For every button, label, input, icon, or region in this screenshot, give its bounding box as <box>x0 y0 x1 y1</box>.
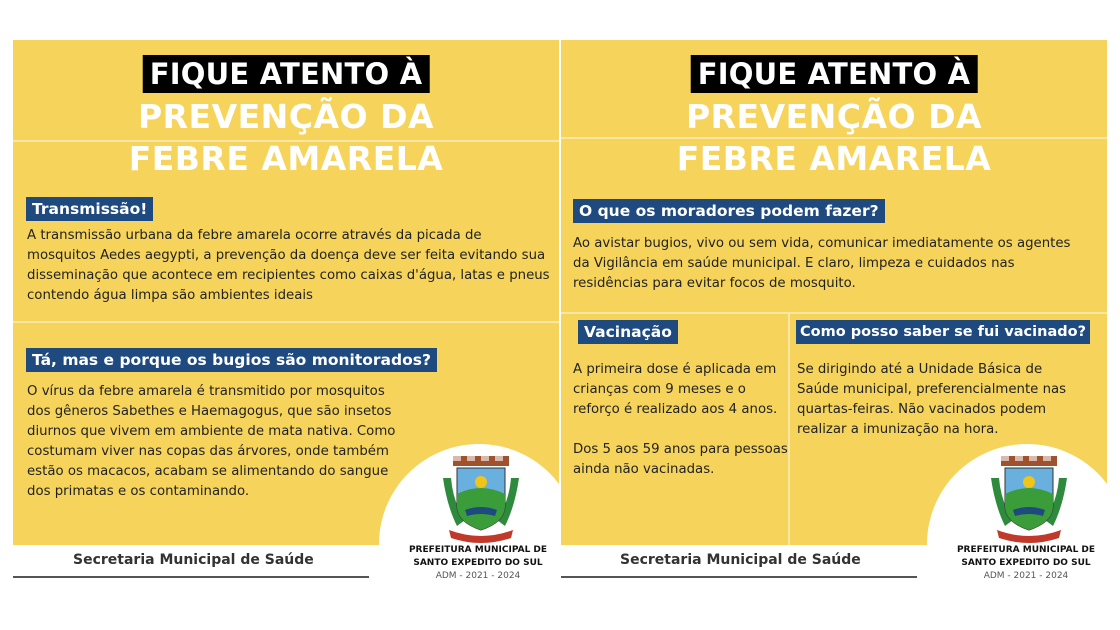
title-line: PREVENÇÃO DA <box>137 97 435 136</box>
title-line: FEBRE AMARELA <box>128 139 444 178</box>
prefeitura-line: SANTO EXPEDITO DO SUL <box>961 558 1091 568</box>
divider <box>788 314 790 545</box>
prefeitura-line: SANTO EXPEDITO DO SUL <box>413 558 543 568</box>
footer-rule <box>13 576 369 578</box>
moradores-label: O que os moradores podem fazer? <box>573 199 885 223</box>
divider <box>561 312 1107 314</box>
title-highlight: FIQUE ATENTO À <box>691 55 978 93</box>
vacinacao-text: A primeira dose é aplicada em crianças com 9 meses e o reforço é realizado aos 4 anos. <box>573 362 778 417</box>
adm-period: ADM - 2021 - 2024 <box>435 571 521 581</box>
right-poster <box>561 40 1107 545</box>
secretaria-label: Secretaria Municipal de Saúde <box>73 552 314 568</box>
poster-title <box>13 96 559 180</box>
bugios-label: Tá, mas e porque os bugios são monitorados? <box>26 348 437 372</box>
como-saber-text: Se dirigindo até a Unidade Básica de Saúde municipal, preferencialmente nas quartas-feiras. Não vacinados podem realizar a imunização na hora. <box>797 362 1067 437</box>
prefeitura-name <box>403 544 553 570</box>
prefeitura-name <box>951 544 1101 570</box>
title-highlight: FIQUE ATENTO À <box>143 55 430 93</box>
moradores-text: Ao avistar bugios, vivo ou sem vida, comunicar imediatamente os agentes da Vigilância em saúde municipal. E claro, limpeza e cuidados nas residências para evitar focos de mosquito. <box>573 236 1071 291</box>
vacinacao-label: Vacinação <box>578 320 678 344</box>
vacinacao-text-2: Dos 5 aos 59 anos para pessoas ainda não vacinadas. <box>573 442 788 477</box>
bugios-text: O vírus da febre amarela é transmitido por mosquitos dos gêneros Sabethes e Haemagogus, que são insetos diurnos que vivem em ambiente de mata nativa. Como costumam viver nas copas das árvores, onde também estão os macacos, acabam se alimentando do sangue dos primatas e os contaminando. <box>27 384 396 499</box>
divider <box>13 321 559 323</box>
transmissao-label: Transmissão! <box>26 197 153 221</box>
title-line: PREVENÇÃO DA <box>685 97 983 136</box>
secretaria-label: Secretaria Municipal de Saúde <box>620 552 861 568</box>
poster-title <box>561 96 1107 180</box>
municipal-crest-icon <box>989 456 1069 544</box>
prefeitura-line: PREFEITURA MUNICIPAL DE <box>956 545 1096 555</box>
title-line: FEBRE AMARELA <box>676 139 992 178</box>
transmissao-text: A transmissão urbana da febre amarela ocorre através da picada de mosquitos Aedes aegypti, a prevenção da doença deve ser feita evitando sua disseminação que acontece em recipientes como caixas d'água, latas e pneus contendo água limpa são ambientes ideais <box>27 228 550 303</box>
prefeitura-line: PREFEITURA MUNICIPAL DE <box>408 545 548 555</box>
como-saber-label: Como posso saber se fui vacinado? <box>796 320 1090 344</box>
adm-period: ADM - 2021 - 2024 <box>983 571 1069 581</box>
municipal-crest-icon <box>441 456 521 544</box>
left-poster <box>13 40 559 545</box>
footer-rule <box>561 576 917 578</box>
